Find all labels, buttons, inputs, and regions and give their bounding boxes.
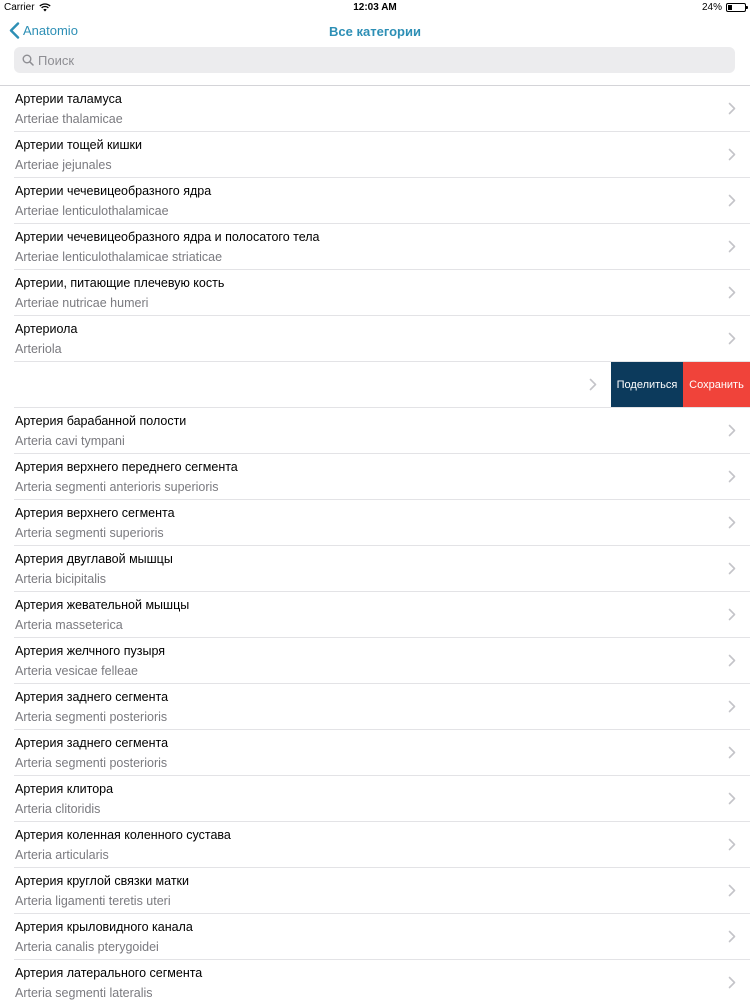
navigation-bar	[0, 16, 750, 46]
battery-icon	[726, 3, 746, 12]
list-item-title: Артерии тощей кишки	[15, 138, 142, 152]
search-icon	[22, 54, 34, 66]
list-item-subtitle: Arteria segmenti anterioris superioris	[15, 480, 219, 494]
list-item-title: Артерия крыловидного канала	[15, 920, 193, 934]
save-button[interactable]: Сохранить	[683, 362, 750, 408]
list-item-title: Артерия круглой связки матки	[15, 874, 190, 888]
list-item[interactable]	[0, 270, 750, 316]
list-item[interactable]	[0, 132, 750, 178]
chevron-right-icon	[728, 332, 736, 345]
chevron-right-icon	[728, 976, 736, 989]
list-item[interactable]	[0, 822, 750, 868]
list-item-subtitle: Arteriae nutricae humeri	[15, 296, 149, 310]
list-item-subtitle: Arteria segmenti lateralis	[15, 986, 153, 1000]
list-item-subtitle: Arteria segmenti superioris	[15, 526, 164, 540]
chevron-right-icon	[728, 470, 736, 483]
list-item[interactable]	[0, 86, 750, 132]
chevron-right-icon	[728, 102, 736, 115]
list-item-title: Артерии, питающие плечевую кость	[15, 276, 225, 290]
chevron-right-icon	[728, 700, 736, 713]
list-item-subtitle: Arteria bicipitalis	[15, 572, 107, 586]
list-item-title: Артерия клитора	[15, 782, 114, 796]
list-item[interactable]	[0, 730, 750, 776]
category-list	[0, 85, 750, 1000]
status-bar	[0, 0, 750, 16]
list-item-title: Артерия желчного пузыря	[15, 644, 166, 658]
battery-percent: 24%	[701, 2, 722, 13]
list-item-title: Артериола	[15, 322, 78, 336]
chevron-right-icon	[728, 838, 736, 851]
list-item-title: Артерия заднего сегмента	[15, 736, 169, 750]
list-item[interactable]	[0, 500, 750, 546]
list-item-subtitle: Arteriola	[15, 342, 62, 356]
chevron-right-icon	[728, 194, 736, 207]
list-item[interactable]	[0, 592, 750, 638]
list-item-subtitle: Arteria ligamenti teretis uteri	[15, 894, 171, 908]
list-item-subtitle: Arteriae jejunales	[15, 158, 112, 172]
list-item-subtitle: Arteria vesicae felleae	[15, 664, 138, 678]
list-item-subtitle: Arteriae lenticulothalamicae striaticae	[15, 250, 223, 264]
list-item-title: Артерия барабанной полости	[15, 414, 187, 428]
chevron-right-icon	[728, 286, 736, 299]
chevron-right-icon	[589, 378, 597, 391]
chevron-right-icon	[728, 562, 736, 575]
list-item-subtitle: Arteria articularis	[15, 848, 109, 862]
list-section-before	[0, 86, 750, 362]
chevron-right-icon	[728, 930, 736, 943]
list-item-subtitle: Arteria canalis pterygoidei	[15, 940, 159, 954]
list-item-subtitle: Arteriae lenticulothalamicae	[15, 204, 169, 218]
list-item[interactable]	[0, 224, 750, 270]
list-item[interactable]	[0, 868, 750, 914]
list-item[interactable]	[0, 546, 750, 592]
chevron-right-icon	[728, 884, 736, 897]
list-item-subtitle: Arteria cavi tympani	[15, 434, 125, 448]
list-item-subtitle: Arteria segmenti posterioris	[15, 756, 168, 770]
search-input[interactable]	[38, 53, 718, 68]
list-item[interactable]	[0, 776, 750, 822]
chevron-right-icon	[728, 608, 736, 621]
page-title: Все категории	[329, 24, 421, 39]
list-item[interactable]	[0, 408, 750, 454]
list-item-title: Артерия заднего сегмента	[15, 690, 169, 704]
list-item-subtitle: Arteria masseterica	[15, 618, 123, 632]
chevron-right-icon	[728, 654, 736, 667]
search-bar[interactable]	[14, 47, 735, 73]
list-item-subtitle: Arteria segmenti posterioris	[15, 710, 168, 724]
list-item[interactable]	[0, 454, 750, 500]
share-button[interactable]: Поделиться	[611, 362, 683, 408]
chevron-right-icon	[728, 792, 736, 805]
list-item[interactable]	[0, 960, 750, 1000]
battery-fill	[728, 5, 732, 10]
chevron-right-icon	[728, 424, 736, 437]
swiped-row[interactable]	[0, 362, 750, 408]
list-item-title: Артерия латерального сегмента	[15, 966, 203, 980]
chevron-right-icon	[728, 746, 736, 759]
list-item-title: Артерия верхнего переднего сегмента	[15, 460, 238, 474]
list-item-title: Артерии чечевицеобразного ядра и полосатого тела	[15, 230, 320, 244]
list-item[interactable]	[0, 684, 750, 730]
list-item[interactable]	[0, 914, 750, 960]
list-item[interactable]	[0, 178, 750, 224]
list-item-title: Артерия двуглавой мышцы	[15, 552, 173, 566]
list-item-title: Артерии таламуса	[15, 92, 122, 106]
list-item-title: Артерии чечевицеобразного ядра	[15, 184, 212, 198]
list-item-title: Артерия верхнего сегмента	[15, 506, 175, 520]
list-item-title: Артерия коленная коленного сустава	[15, 828, 231, 842]
back-button-label: Anatomio	[23, 23, 78, 38]
list-item[interactable]	[0, 638, 750, 684]
list-section-after	[0, 408, 750, 1000]
status-right	[702, 2, 746, 13]
list-item[interactable]	[0, 316, 750, 362]
list-item-title: Артерия жевательной мышцы	[15, 598, 190, 612]
carrier-label: Carrier	[4, 2, 35, 13]
list-item-subtitle: Arteriae thalamicae	[15, 112, 123, 126]
chevron-right-icon	[728, 240, 736, 253]
chevron-right-icon	[728, 148, 736, 161]
chevron-right-icon	[728, 516, 736, 529]
status-time: 12:03 AM	[353, 2, 397, 13]
list-item-subtitle: Arteria clitoridis	[15, 802, 101, 816]
